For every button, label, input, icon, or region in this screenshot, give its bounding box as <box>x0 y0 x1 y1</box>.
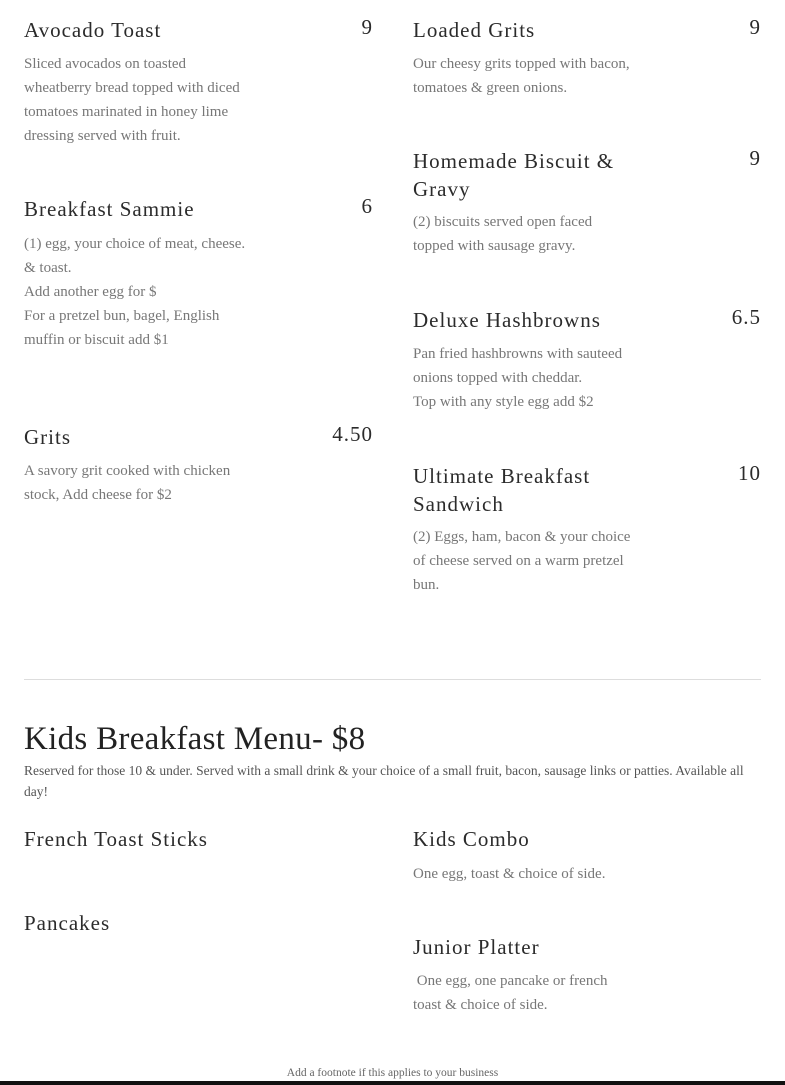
menu-item-loaded-grits <box>413 16 761 106</box>
bottom-border <box>0 1081 785 1085</box>
item-title: French Toast Sticks <box>24 827 208 851</box>
item-title: Homemade Biscuit & Gravy <box>413 149 615 201</box>
item-title: Pancakes <box>24 911 111 935</box>
footnote: Add a footnote if this applies to your business <box>286 1067 499 1079</box>
menu-item-ultimate-sandwich <box>413 462 761 602</box>
menu-item-biscuit-gravy <box>413 147 761 267</box>
menu-item-french-toast-sticks <box>24 825 373 855</box>
item-title: Avocado Toast <box>24 18 162 42</box>
kids-menu-title: Kids Breakfast Menu- $8 <box>24 721 366 757</box>
menu-item-pancakes <box>24 909 373 939</box>
item-description: Pan fried hashbrowns with sauteed onions topped with cheddar. Top with any style egg add $2 <box>413 346 623 410</box>
kids-menu-subtitle: Reserved for those 10 & under. Served with a small drink & your choice of a small fruit, bacon, sausage links or patties. Available all day! <box>24 763 744 799</box>
menu-item-grits <box>24 423 373 513</box>
item-price: 6 <box>361 194 373 218</box>
section-divider <box>24 679 761 680</box>
menu-item-avocado-toast <box>24 16 373 146</box>
item-title: Loaded Grits <box>413 18 536 42</box>
item-title: Junior Platter <box>413 935 540 959</box>
item-description: (2) biscuits served open faced topped with sausage gravy. <box>413 214 593 254</box>
item-description: Our cheesy grits topped with bacon, tomatoes & green onions. <box>413 56 630 96</box>
item-title: Grits <box>24 425 71 449</box>
item-price: 6.5 <box>731 305 761 329</box>
menu-item-junior-platter <box>413 933 761 1023</box>
item-title: Kids Combo <box>413 827 530 851</box>
item-price: 10 <box>738 461 761 485</box>
item-description: Sliced avocados on toasted wheatberry bread topped with diced tomatoes marinated in honey lime dressing served with fruit. <box>24 56 240 144</box>
menu-item-deluxe-hashbrowns <box>413 306 761 416</box>
item-title: Breakfast Sammie <box>24 197 195 221</box>
item-description: (2) Eggs, ham, bacon & your choice of cheese served on a warm pretzel bun. <box>413 529 631 593</box>
item-price: 4.50 <box>332 422 373 446</box>
item-description: One egg, toast & choice of side. <box>413 866 606 882</box>
item-description: (1) egg, your choice of meat, cheese. & toast. Add another egg for $ For a pretzel bun, bagel, English muffin or biscuit add $1 <box>24 236 246 348</box>
item-description: A savory grit cooked with chicken stock, Add cheese for $2 <box>24 463 231 503</box>
item-title: Deluxe Hashbrowns <box>413 308 601 332</box>
item-description: One egg, one pancake or french toast & choice of side. <box>413 973 608 1013</box>
item-price: 9 <box>749 15 761 39</box>
item-price: 9 <box>749 146 761 170</box>
item-price: 9 <box>361 15 373 39</box>
menu-item-kids-combo <box>413 825 761 885</box>
item-title: Ultimate Breakfast Sandwich <box>413 464 591 516</box>
menu-item-breakfast-sammie <box>24 195 373 355</box>
